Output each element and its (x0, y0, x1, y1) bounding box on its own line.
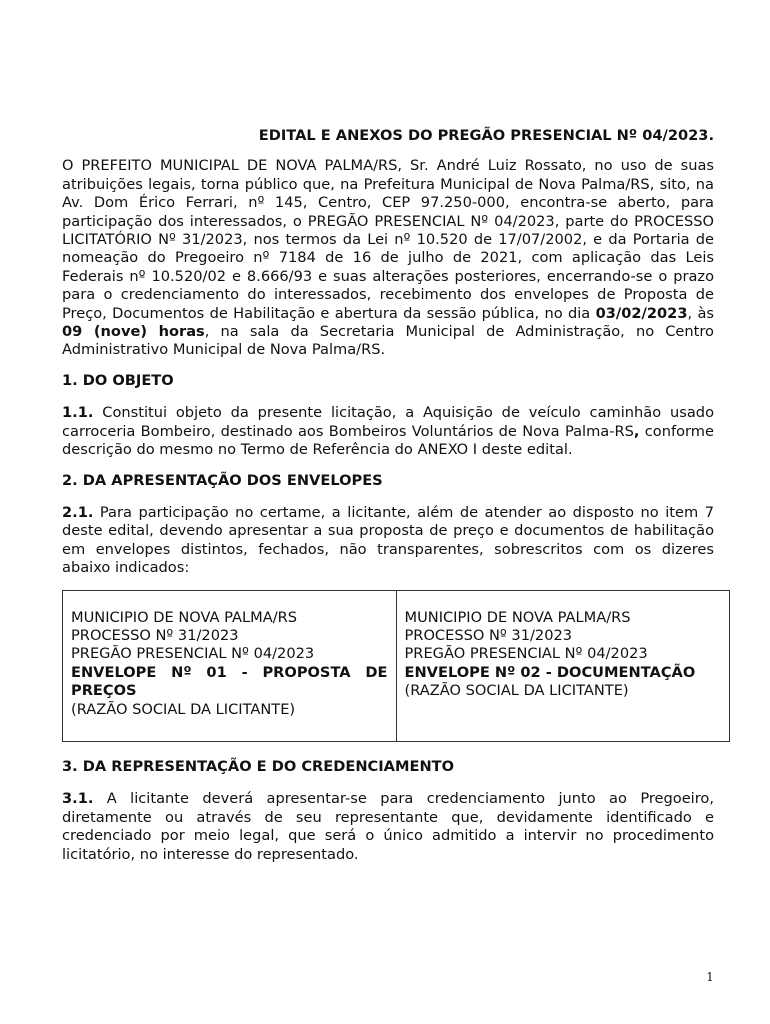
section-1-heading: 1. DO OBJETO (62, 371, 174, 389)
section-1-1-number: 1.1. (62, 404, 94, 422)
envelope-1-title: ENVELOPE Nº 01 - PROPOSTA DE PREÇOS (71, 663, 388, 700)
section-1-1-comma: , (633, 422, 640, 440)
envelopes-table (62, 590, 730, 742)
envelope-2-company: (RAZÃO SOCIAL DA LICITANTE) (404, 682, 629, 700)
section-3-1-paragraph (62, 790, 714, 864)
section-1-1-paragraph (62, 404, 714, 459)
document-title: EDITAL E ANEXOS DO PREGÃO PRESENCIAL Nº 04/2023. (258, 127, 714, 144)
section-3-heading: 3. DA REPRESENTAÇÃO E DO CREDENCIAMENTO (62, 757, 455, 775)
envelope-2-municipality: MUNICIPIO DE NOVA PALMA/RS (404, 608, 631, 626)
envelope-2-title: ENVELOPE Nº 02 - DOCUMENTAÇÃO (404, 663, 696, 681)
section-2-heading: 2. DA APRESENTAÇÃO DOS ENVELOPES (62, 471, 383, 489)
section-2-1-text: Para participação no certame, a licitante, além de atender ao disposto no item 7 deste edital, devendo apresentar a sua proposta de preço e documentos de habilitação em envelopes distintos, fechados, não transparentes, sobrescritos com os dizeres abaixo indicados: (62, 503, 714, 577)
section-2-1-paragraph (62, 504, 714, 578)
envelope-1-cell (63, 590, 397, 741)
intro-text-part1: O PREFEITO MUNICIPAL DE NOVA PALMA/RS, Sr. André Luiz Rossato, no uso de suas atribuições legais, torna público que, na Prefeitura Municipal de Nova Palma/RS, sito, na Av. Dom Érico Ferrari, nº 145, Centro, CEP 97.250-000, encontra-se aberto, para participação dos interessados, o PREGÃO PRESENCIAL Nº 04/2023, parte do PROCESSO LICITATÓRIO Nº 31/2023, nos termos da Lei nº 10.520 de 17/07/2002, e da Portaria de nomeação do Pregoeiro nº 7184 de 16 de julho de 2021, com aplicação das Leis Federais nº 10.520/02 e 8.666/93 e suas alterações posteriores, encerrando-se o prazo para o credenciamento do interessados, recebimento dos envelopes de Proposta de Preço, Documentos de Habilitação e abertura da sessão pública, no dia (62, 157, 714, 322)
session-time: 09 (nove) horas (62, 323, 205, 341)
envelope-2-process: PROCESSO Nº 31/2023 (404, 626, 573, 644)
document-page (62, 127, 714, 864)
envelope-1-auction: PREGÃO PRESENCIAL Nº 04/2023 (71, 645, 315, 663)
envelope-1-process: PROCESSO Nº 31/2023 (71, 626, 239, 644)
session-date: 03/02/2023 (595, 304, 688, 322)
envelope-1-company: (RAZÃO SOCIAL DA LICITANTE) (71, 700, 296, 718)
intro-text-part3: , na sala da Secretaria Municipal de Administração, no Centro Administrativo Municipal de Nova Palma/RS. (62, 323, 714, 359)
section-2-1-number: 2.1. (62, 503, 94, 521)
page-number: 1 (706, 969, 714, 984)
intro-text-part2: , às (687, 304, 714, 322)
envelope-1-municipality: MUNICIPIO DE NOVA PALMA/RS (71, 608, 298, 626)
section-1-1-text-b: conforme descrição do mesmo no Termo de Referência do ANEXO I deste edital. (62, 422, 714, 459)
envelope-2-cell (396, 590, 730, 741)
section-3-1-text: A licitante deverá apresentar-se para credenciamento junto ao Pregoeiro, diretamente ou através de seu representante que, devidamente identificado e credenciado por meio legal, que será o único admitido a intervir no procedimento licitatório, no interesse do representado. (62, 790, 714, 863)
envelopes-row (63, 590, 730, 741)
section-1-1-text-a: Constitui objeto da presente licitação, a Aquisição de veículo caminhão usado carroceria Bombeiro, destinado aos Bombeiros Voluntários de Nova Palma-RS (62, 404, 714, 440)
envelope-2-auction: PREGÃO PRESENCIAL Nº 04/2023 (404, 645, 648, 663)
section-3-1-number: 3.1. (62, 790, 94, 808)
intro-paragraph (62, 157, 714, 359)
